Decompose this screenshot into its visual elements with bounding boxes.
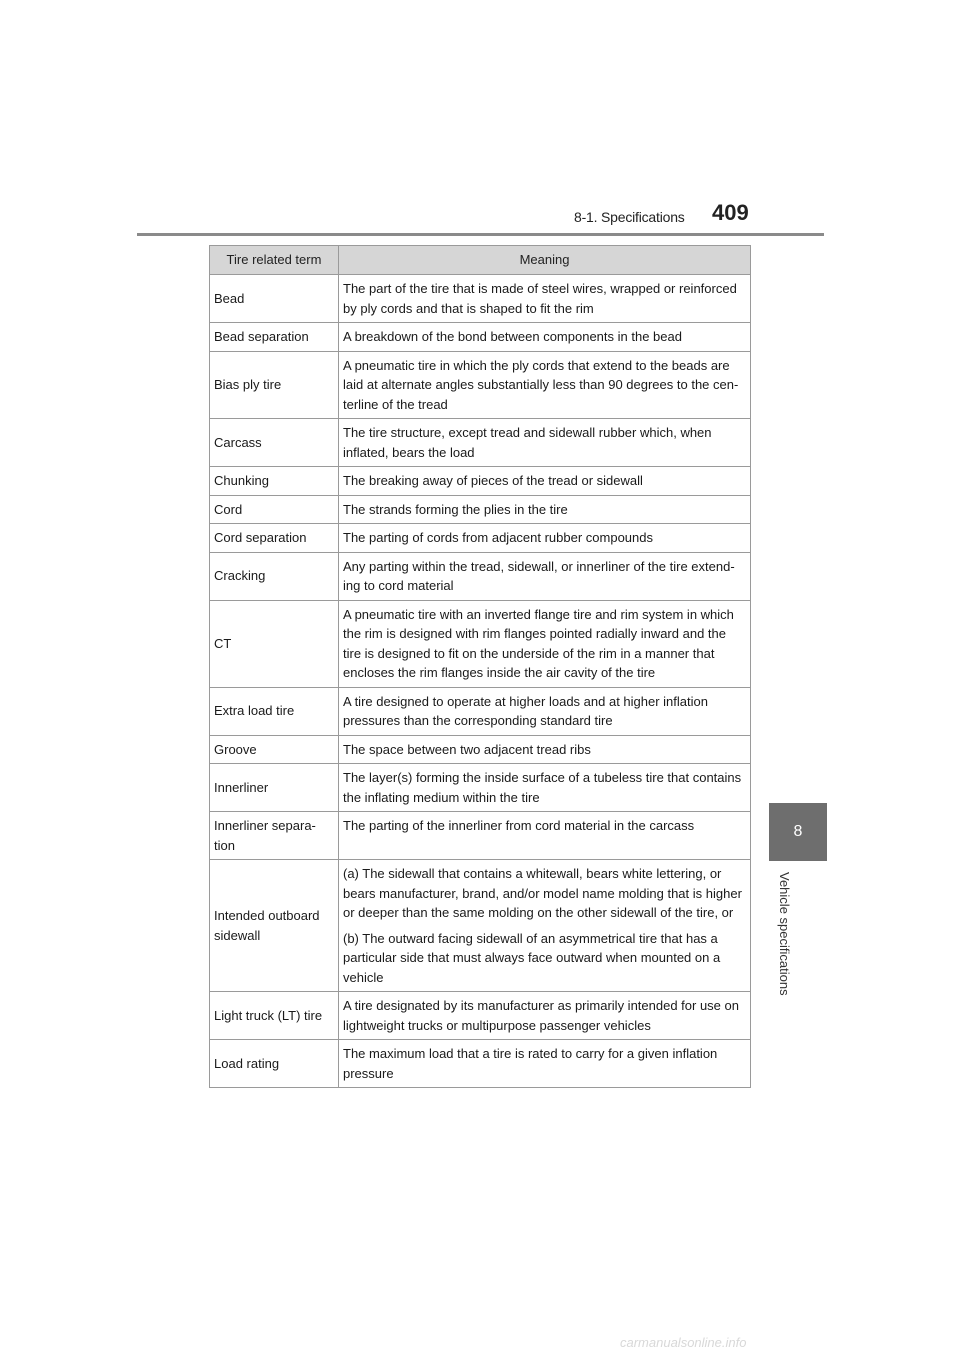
meaning-cell	[339, 812, 751, 860]
term-cell: Innerliner	[210, 764, 339, 812]
term-cell: Cracking	[210, 552, 339, 600]
term-cell: Extra load tire	[210, 687, 339, 735]
table-row	[210, 467, 751, 496]
table-row	[210, 419, 751, 467]
meaning-paragraph: A tire designated by its manufacturer as primarily intended for use on lightweight trucks or multipurpose passenger vehicles	[343, 998, 739, 1033]
meaning-cell	[339, 275, 751, 323]
table-row	[210, 495, 751, 524]
header-divider	[137, 233, 824, 236]
term-cell: Load rating	[210, 1040, 339, 1088]
table-row	[210, 764, 751, 812]
meaning-paragraph: A pneumatic tire with an inverted flange tire and rim system in which the rim is designed with rim flanges pointed radially inward and the tire is designed to fit on the underside of the rim in a manner that encloses the rim flanges inside the air cavity of the tire	[343, 606, 734, 680]
meaning-cell	[339, 1040, 751, 1088]
table-row	[210, 323, 751, 352]
meaning-paragraph: The maximum load that a tire is rated to carry for a given inflation pressure	[343, 1046, 718, 1081]
meaning-cell	[339, 687, 751, 735]
meaning-cell	[339, 419, 751, 467]
meaning-paragraph: Any parting within the tread, sidewall, or innerliner of the tire extend-ing to cord material	[343, 558, 735, 593]
term-cell: Innerliner separa-tion	[210, 812, 339, 860]
meaning-paragraph: (a) The sidewall that contains a whitewall, bears white lettering, or bears manufacturer, brand, and/or model name molding that is higher or deeper than the same molding on the other sidewall of the tire, or	[343, 866, 742, 920]
meaning-paragraph: The tire structure, except tread and sidewall rubber which, when inflated, bears the load	[343, 425, 712, 460]
column-header-term: Tire related term	[210, 246, 339, 275]
meaning-cell	[339, 495, 751, 524]
term-cell: Bead	[210, 275, 339, 323]
table-row	[210, 812, 751, 860]
table-row	[210, 992, 751, 1040]
watermark: carmanualsonline.info	[620, 1335, 747, 1350]
table-row	[210, 275, 751, 323]
term-cell: Bias ply tire	[210, 351, 339, 419]
table-row	[210, 860, 751, 992]
column-header-meaning: Meaning	[339, 246, 751, 275]
meaning-cell	[339, 524, 751, 553]
table-row	[210, 524, 751, 553]
table-row	[210, 552, 751, 600]
term-cell: CT	[210, 600, 339, 687]
term-cell: Bead separation	[210, 323, 339, 352]
tire-terms-table	[209, 245, 751, 1088]
meaning-paragraph: The parting of the innerliner from cord material in the carcass	[343, 818, 695, 833]
meaning-paragraph: The layer(s) forming the inside surface of a tubeless tire that contains the inflating medium within the tire	[343, 770, 742, 805]
meaning-cell	[339, 764, 751, 812]
meaning-cell	[339, 351, 751, 419]
table-row	[210, 1040, 751, 1088]
meaning-paragraph: (b) The outward facing sidewall of an asymmetrical tire that has a particular side that must always face outward when mounted on a vehicle	[343, 930, 721, 985]
term-cell: Carcass	[210, 419, 339, 467]
meaning-cell	[339, 735, 751, 764]
meaning-cell	[339, 600, 751, 687]
meaning-paragraph: The space between two adjacent tread ribs	[343, 741, 591, 757]
meaning-cell	[339, 992, 751, 1040]
meaning-paragraph: A breakdown of the bond between components in the bead	[343, 329, 682, 344]
section-title: 8-1. Specifications	[574, 209, 685, 225]
meaning-paragraph: The strands forming the plies in the tire	[343, 501, 568, 517]
table-row	[210, 600, 751, 687]
table-row	[210, 351, 751, 419]
meaning-cell	[339, 323, 751, 352]
table-header-row	[210, 246, 751, 275]
term-cell: Intended outboard sidewall	[210, 860, 339, 992]
meaning-cell	[339, 467, 751, 496]
term-cell: Cord	[210, 495, 339, 524]
meaning-paragraph: The parting of cords from adjacent rubber compounds	[343, 530, 654, 545]
meaning-paragraph: A tire designed to operate at higher loads and at higher inflation pressures than the corresponding standard tire	[343, 693, 708, 728]
term-cell: Cord separation	[210, 524, 339, 553]
chapter-title: Vehicle specifications	[777, 872, 792, 996]
chapter-tab[interactable]: 8	[769, 803, 827, 861]
table-row	[210, 735, 751, 764]
term-cell: Light truck (LT) tire	[210, 992, 339, 1040]
meaning-cell	[339, 860, 751, 992]
meaning-cell	[339, 552, 751, 600]
meaning-paragraph: The part of the tire that is made of steel wires, wrapped or reinforced by ply cords and that is shaped to fit the rim	[343, 281, 737, 316]
term-cell: Chunking	[210, 467, 339, 496]
page-number: 409	[712, 200, 749, 225]
meaning-paragraph: The breaking away of pieces of the tread or sidewall	[343, 473, 643, 488]
term-cell: Groove	[210, 735, 339, 764]
table-row	[210, 687, 751, 735]
meaning-paragraph: A pneumatic tire in which the ply cords that extend to the beads are laid at alternate angles substantially less than 90 degrees to the cen-terline of the tread	[343, 357, 739, 412]
